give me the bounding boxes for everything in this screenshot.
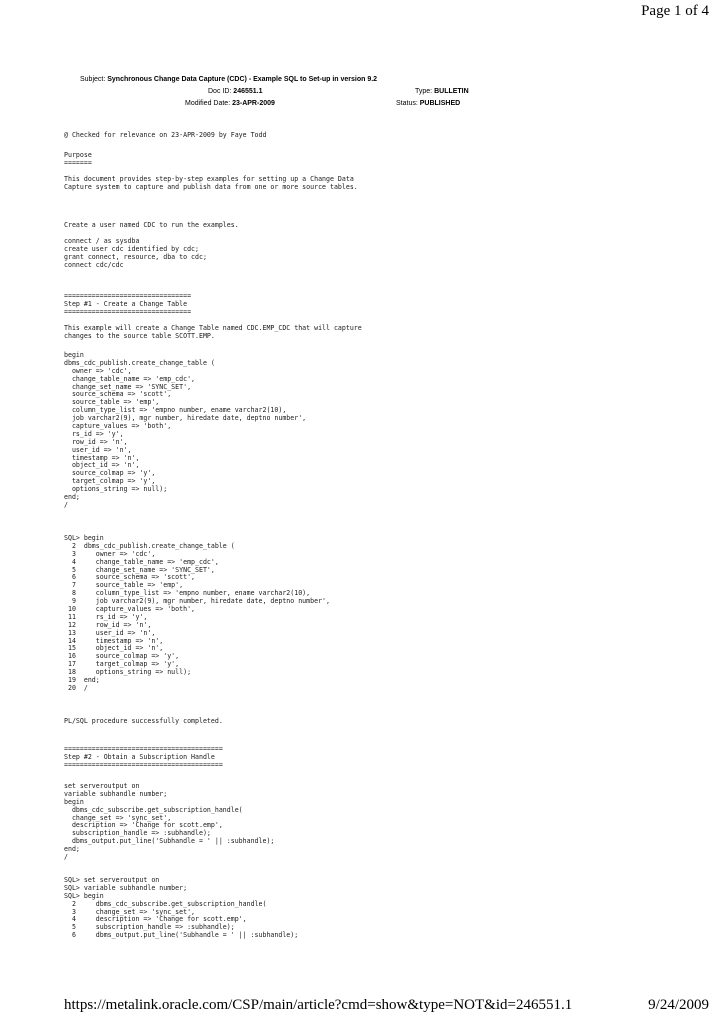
code-line: timestamp => 'n', xyxy=(64,453,140,462)
subject-row xyxy=(80,76,377,83)
code-line: job varchar2(9), mgr number, hiredate date, deptno number', xyxy=(64,414,307,423)
code-line: begin xyxy=(64,351,84,359)
code-line: 15 object_id => 'n', xyxy=(64,644,164,653)
code-line: variable subhandle number; xyxy=(64,789,168,798)
code-line: target_colmap => 'y', xyxy=(64,477,156,486)
code-line: SQL> begin xyxy=(64,891,104,900)
code-line: 18 options_string => null); xyxy=(64,668,192,677)
code-line: grant connect, resource, dba to cdc; xyxy=(64,252,207,261)
code-line: row_id => 'n', xyxy=(64,437,128,446)
code-block xyxy=(64,132,266,140)
code-line: 14 timestamp => 'n', xyxy=(64,636,164,645)
docid-row xyxy=(208,88,263,95)
code-line: Purpose xyxy=(64,151,92,159)
code-line: PL/SQL procedure successfully completed. xyxy=(64,717,223,725)
code-line: 4 description => 'Change for scott.emp', xyxy=(64,915,247,924)
code-line: ================================ xyxy=(64,292,192,300)
code-line: owner => 'cdc', xyxy=(64,366,132,375)
code-block xyxy=(64,877,298,940)
code-block xyxy=(64,238,207,270)
code-line: connect / as sysdba xyxy=(64,237,140,245)
modified-value: 23-APR-2009 xyxy=(232,100,275,107)
code-line: 3 owner => 'cdc', xyxy=(64,549,156,558)
status-row xyxy=(396,100,460,107)
code-line: 19 end; xyxy=(64,676,100,685)
code-line: 5 subscription_handle => :subhandle); xyxy=(64,923,235,932)
code-line: dbms_cdc_publish.create_change_table ( xyxy=(64,358,215,367)
subject-label: Subject: xyxy=(80,76,106,83)
type-row xyxy=(415,88,469,95)
code-line: 9 job varchar2(9), mgr number, hiredate date, deptno number', xyxy=(64,597,330,606)
code-line: 5 change_set_name => 'SYNC_SET', xyxy=(64,565,215,574)
code-line: 12 row_id => 'n', xyxy=(64,620,152,629)
code-line: 2 dbms_cdc_subscribe.get_subscription_handle( xyxy=(64,899,267,908)
code-line: source_table => 'emp', xyxy=(64,398,160,407)
code-line: object_id => 'n', xyxy=(64,461,140,470)
code-block xyxy=(64,176,358,192)
code-line: source_schema => 'scott', xyxy=(64,390,172,399)
code-line: ================================ xyxy=(64,307,192,316)
code-line: @ Checked for relevance on 23-APR-2009 by Faye Todd xyxy=(64,131,267,139)
code-line: connect cdc/cdc xyxy=(64,260,124,269)
code-line: 6 source_schema => 'scott', xyxy=(64,573,196,582)
docid-value: 246551.1 xyxy=(233,88,263,95)
code-line: capture_values => 'both', xyxy=(64,422,172,431)
code-line: 6 dbms_output.put_line('Subhandle = ' || :subhandle); xyxy=(64,931,299,940)
code-line: 20 / xyxy=(64,683,88,692)
code-line: 8 column_type_list => 'empno number, ename varchar2(10), xyxy=(64,589,311,598)
code-block xyxy=(64,783,274,862)
code-block xyxy=(64,152,92,168)
status-value: PUBLISHED xyxy=(419,100,461,107)
code-line: column_type_list => 'empno number, ename varchar2(10), xyxy=(64,406,287,415)
code-block xyxy=(64,293,191,317)
code-line: SQL> set serveroutput on xyxy=(64,876,160,884)
type-label: Type: xyxy=(415,88,433,95)
code-line: Step #1 - Create a Change Table xyxy=(64,299,188,308)
code-line: 10 capture_values => 'both', xyxy=(64,605,196,614)
code-line: dbms_cdc_subscribe.get_subscription_handle( xyxy=(64,805,243,814)
code-line: ======= xyxy=(64,158,92,167)
code-line: user_id => 'n', xyxy=(64,445,132,454)
code-line: This document provides step-by-step examples for setting up a Change Data xyxy=(64,175,354,183)
code-line: ======================================== xyxy=(64,745,223,753)
code-line: change_table_name => 'emp_cdc', xyxy=(64,374,196,383)
code-line: 16 source_colmap => 'y', xyxy=(64,652,180,661)
type-value: BULLETIN xyxy=(434,88,469,95)
code-line: Step #2 - Obtain a Subscription Handle xyxy=(64,752,215,761)
code-line: Create a user named CDC to run the examples. xyxy=(64,221,239,229)
code-line: subscription_handle => :subhandle); xyxy=(64,829,211,838)
code-line: Capture system to capture and publish data from one or more source tables. xyxy=(64,182,358,191)
code-block xyxy=(64,222,239,230)
code-line: description => 'Change for scott.emp', xyxy=(64,821,223,830)
code-block xyxy=(64,718,223,726)
code-line: rs_id => 'y', xyxy=(64,429,124,438)
code-line: 13 user_id => 'n', xyxy=(64,628,156,637)
page-number: Page 1 of 4 xyxy=(641,3,709,19)
code-line: 3 change_set => 'sync_set', xyxy=(64,907,196,916)
code-block xyxy=(64,325,362,341)
code-line: change_set => 'sync_set', xyxy=(64,813,172,822)
code-block xyxy=(64,746,223,770)
modified-row xyxy=(185,100,275,107)
code-line: options_string => null); xyxy=(64,485,168,494)
code-line: 17 target_colmap => 'y', xyxy=(64,660,180,669)
code-line: end; xyxy=(64,845,80,854)
code-line: set serveroutput on xyxy=(64,782,140,790)
footer-date: 9/24/2009 xyxy=(648,997,709,1013)
code-line: SQL> variable subhandle number; xyxy=(64,883,188,892)
code-line: 4 change_table_name => 'emp_cdc', xyxy=(64,557,219,566)
code-line: SQL> begin xyxy=(64,534,104,542)
subject-value: Synchronous Change Data Capture (CDC) - Example SQL to Set-up in version 9.2 xyxy=(107,76,378,83)
code-line: / xyxy=(64,500,68,509)
code-line: source_colmap => 'y', xyxy=(64,469,156,478)
code-line: change_set_name => 'SYNC_SET', xyxy=(64,382,192,391)
code-line: end; xyxy=(64,493,80,502)
footer-url: https://metalink.oracle.com/CSP/main/article?cmd=show&type=NOT&id=246551.1 xyxy=(64,997,573,1013)
code-line: ======================================== xyxy=(64,760,223,769)
code-line: This example will create a Change Table named CDC.EMP_CDC that will capture xyxy=(64,324,362,332)
code-line: dbms_output.put_line('Subhandle = ' || :subhandle); xyxy=(64,837,275,846)
code-line: 7 source_table => 'emp', xyxy=(64,581,184,590)
code-block xyxy=(64,352,306,510)
code-block xyxy=(64,535,330,693)
code-line: changes to the source table SCOTT.EMP. xyxy=(64,331,215,340)
code-line: begin xyxy=(64,797,84,806)
code-line: create user cdc identified by cdc; xyxy=(64,244,199,253)
code-line: / xyxy=(64,853,68,862)
code-line: 2 dbms_cdc_publish.create_change_table ( xyxy=(64,541,235,550)
docid-label: Doc ID: xyxy=(208,88,232,95)
code-line: 11 rs_id => 'y', xyxy=(64,612,148,621)
status-label: Status: xyxy=(396,100,418,107)
modified-label: Modified Date: xyxy=(185,100,231,107)
